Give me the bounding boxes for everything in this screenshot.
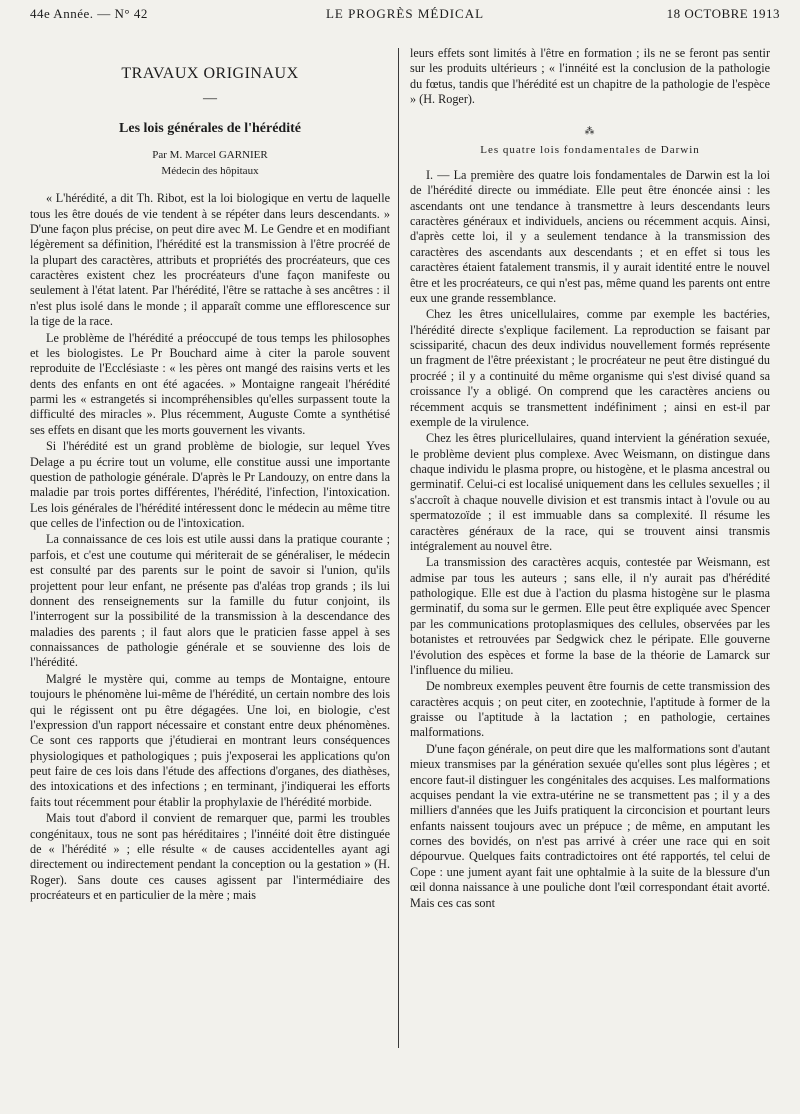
- paragraph: La connaissance de ces lois est utile aussi dans la pratique courante ; parfois, et c'est une coutume qui mériterait de se généraliser, le médecin est consulté par des parents sur le point de savoir si l'union, qu'ils projettent pour leur enfant, ne présente pas d'aléas trop grands ; ils lui donnent des renseignements sur la famille du futur conjoint, ils l'interrogent sur la possibilité de la transmission à la descendance des maladies des parents ; il faut alors que le praticien fasse appel à ses connaissances de pathologie générale et se souvienne des lois de l'hérédité.: [30, 532, 390, 670]
- paragraph: De nombreux exemples peuvent être fournis de cette transmission des caractères acquis ; on peut citer, en zootechnie, l'aptitude à former de la graisse ou l'aptitude à la lactation ; en pathologie, certaines malformations.: [410, 679, 770, 740]
- article-title: Les lois générales de l'hérédité: [119, 120, 301, 136]
- right-column: [410, 46, 770, 912]
- paragraph: « L'hérédité, a dit Th. Ribot, est la loi biologique en vertu de laquelle tous les être doués de vie tendent à se répéter dans leurs descendants. » D'une façon plus précise, on peut dire avec M. Le Gendre et en modifiant légèrement sa définition, l'hérédité est la transmission à l'être procréé de la plupart des caractères, attributs et propriétés des procréateurs, que ces caractères existent chez les procréateurs d'une façon manifeste ou seulement à l'état latent. Par l'hérédité, l'être se rattache à ses ancêtres : il n'est plus isolé dans le monde ; il apparaît comme une efflorescence sur la tige de la race.: [30, 191, 390, 329]
- page-header: [30, 4, 780, 24]
- title-dash: —: [203, 91, 217, 107]
- paragraph: Le problème de l'hérédité a préoccupé de tous temps les philosophes et les biologistes. Le Pr Bouchard aime à citer la parole souvent reproduite de l'Ecclésiaste : « les pères ont mangé des raisins verts et les dents des enfants en ont été agacées. » Montaigne rangeait l'hérédité parmi les « estrangetés si incompréhensibles qu'elles surpassent toute la difficulté des miracles ». Plus récemment, Auguste Comte a synthétisé ses effets en disant que les morts gouvernent les vivants.: [30, 330, 390, 437]
- journal-title: LE PROGRÈS MÉDICAL: [325, 6, 485, 21]
- author-byline: Par M. Marcel GARNIER: [152, 149, 268, 162]
- paragraph: Mais tout d'abord il convient de remarquer que, parmi les troubles congénitaux, tous ne sont pas héréditaires ; l'innéité doit être distinguée de « l'hérédité » ; elle résulte « de causes accidentelles ayant agi directement ou indirectement pendant la conception ou la gestation » (H. Roger). Sans doute ces causes agissent par l'intermédiaire des procréateurs et en particulier de la mère ; mais: [30, 811, 390, 902]
- paragraph: D'une façon générale, on peut dire que les malformations sont d'autant mieux transmises par la génération sexuée qu'elles sont plus légères ; et encore faut-il distinguer les congénitales des acquises. Les malformations acquises pendant la vie extra-utérine ne se transmettent pas ; il y a des milliers d'années que les Juifs pratiquent la circoncision et pourtant leurs enfants naissent toujours avec un prépuce ; de même, en amputant les cornes des bovidés, on n'est pas arrivé à créer une race qui en soit dépourvue. Quelques faits contradictoires ont été rapportés, tel celui de Cope : une jument ayant fait une ophtalmie à la suite de la blessure d'un œil donna naissance à une pouliche dont l'œil correspondant était avorté. Mais ces cas sont: [410, 741, 770, 910]
- paragraph: Chez les êtres unicellulaires, comme par exemple les bactéries, l'hérédité directe s'explique facilement. La reproduction se faisant par scissiparité, chacun des deux individus nouvellement formés représente un fragment de l'être préexistant ; le procréateur ne peut être distingué du procréé ; il y a continuité du même organisme qui s'est divisé quand sa croissance l'y a obligé. On comprend que les caractères anciens ou récemment acquis se transmettent indéfiniment ; ainsi en est-il par exemple de la virulence.: [410, 307, 770, 429]
- paragraph: Chez les êtres pluricellulaires, quand intervient la génération sexuée, le problème devient plus complexe. Avec Weismann, on distingue dans chaque individu le plasma propre, ou histogène, et le plasma ancestral ou germinatif. Celui-ci est localisé uniquement dans les cellules sexuelles ; il s'accroît à chaque nouvelle division et est transmis intact à l'ovule ou au spermatozoïde ; il est immuable dans sa complexité. Il résume les caractères généraux de la race, qui se trouvent ainsi transmis intégralement au nouvel être.: [410, 431, 770, 553]
- author-affiliation: Médecin des hôpitaux: [161, 165, 259, 178]
- issue-number: 44e Année. — N° 42: [30, 6, 148, 21]
- issue-date: 18 OCTOBRE 1913: [666, 6, 780, 21]
- paragraph: I. — La première des quatre lois fondamentales de Darwin est la loi de l'hérédité directe ou immédiate. Elle peut être énoncée ainsi : les ascendants ont une tendance à transmettre à leurs descendants leurs caractères généraux et individuels, anciens ou récemment acquis. Ainsi, d'après cette loi, il y a seulement tendance à la transmission des caractères des ascendants aux descendants ; et en effet si tous les caractères étaient fatalement transmis, il y aurait identité entre le nouvel être et les procréateurs, ce qui n'est pas, même quand les parents ont entre eux une grande ressemblance.: [410, 167, 770, 305]
- section-title: TRAVAUX ORIGINAUX: [121, 65, 299, 82]
- paragraph: Malgré le mystère qui, comme au temps de Montaigne, entoure toujours le phénomène lui-même de l'hérédité, un certain nombre des lois qui le régissent ont pu être dégagées. Une loi, en biologie, c'est l'expression d'un rapport nécessaire et constant entre deux phénomènes. Ce sont ces rapports que j'étudierai en montrant leurs conséquences physiologiques et pathologiques ; puis j'exposerai les applications qu'on peut faire de ces lois dans l'étude des affections d'organes, des diathèses, des intoxications et des infections ; en terminant, j'indiquerai les efforts faits tout récemment pour établir la prophylaxie de l'hérédité morbide.: [30, 671, 390, 809]
- continued-text: [410, 46, 770, 108]
- paragraph: leurs effets sont limités à l'être en formation ; ils ne se feront pas sentir sur les produits ultérieurs ; « l'innéité est la conclusion de la pathologie du fœtus, tandis que l'hérédité est un chapitre de la pathologie de l'espèce » (H. Roger).: [410, 46, 770, 107]
- asterism-ornament: ⁂: [584, 125, 596, 137]
- section-subhead: Les quatre lois fondamentales de Darwin: [480, 144, 700, 157]
- paragraph: Si l'hérédité est un grand problème de biologie, sur lequel Yves Delage a pu écrire tout un volume, elle constitue aussi une importante question de pathologie générale. D'après le Pr Landouzy, on entre dans la maladie par trois portes différentes, l'hérédité, l'infection, l'intoxication. Les lois générales de l'hérédité intéressent donc le médecin au même titre que celles de l'infection ou de l'intoxication.: [30, 439, 390, 530]
- column-divider: [398, 48, 399, 1048]
- left-column: [30, 46, 390, 904]
- paragraph: La transmission des caractères acquis, contestée par Weismann, est admise par tous les auteurs ; sans elle, il n'y aurait pas d'hérédité pathologique. Elle est due à l'action du plasma histogène sur le plasma germinatif, du soma sur le germen. Elle peut être expliquée avec Spencer par les communications protoplasmiques des cellules, observées par les botanistes et retrouvées par Sedgwick chez le péripate. Elle gouverne l'évolution des espèces et forme la base de la théorie de Lamarck sur l'influence du milieu.: [410, 555, 770, 677]
